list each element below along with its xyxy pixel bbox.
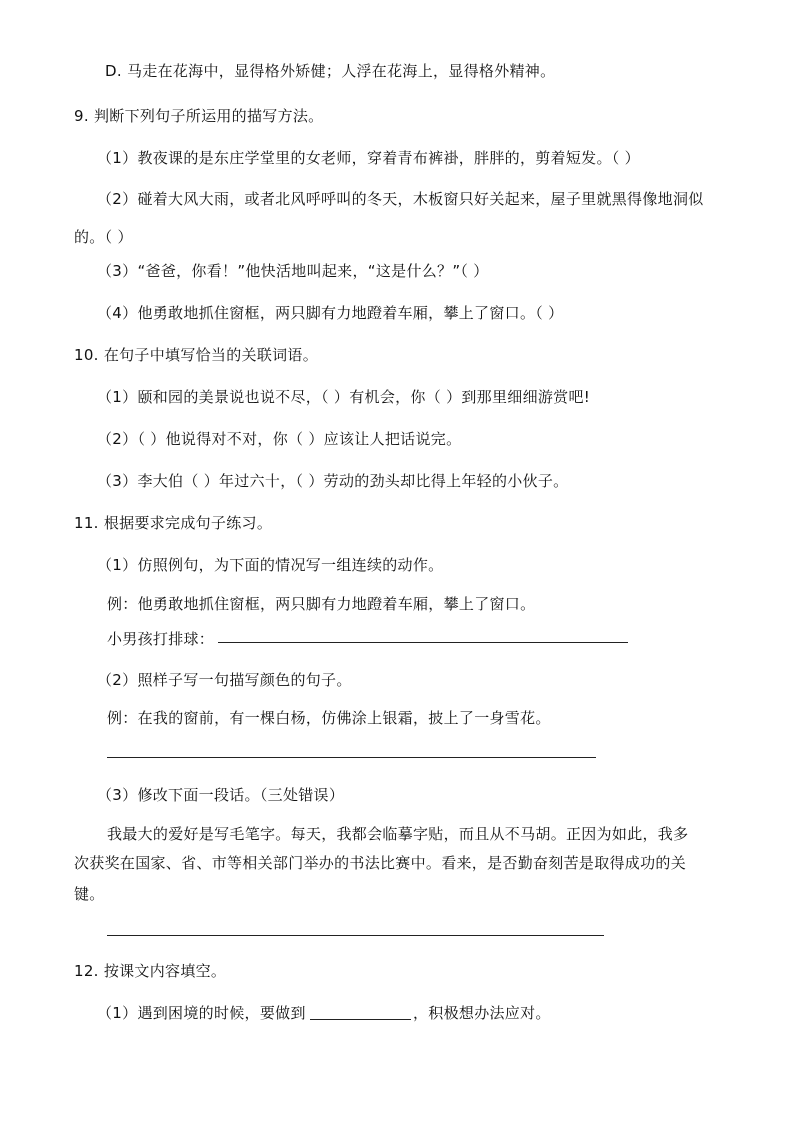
q9-item-2-line2: 的。（ ） (74, 228, 133, 246)
q11-item-3: （3）修改下面一段话。（三处错误） (97, 786, 345, 804)
q12-title: 12. 按课文内容填空。 (74, 962, 227, 980)
q10-item-2: （2）（ ）他说得对不对，你（ ）应该让人把话说完。 (97, 430, 462, 448)
q8-option-d: D. 马走在花海中，显得格外矫健；人浮在花海上，显得格外精神。 (105, 62, 556, 80)
q10-title: 10. 在句子中填写恰当的关联词语。 (74, 346, 319, 364)
q9-item-4: （4）他勇敢地抓住窗框，两只脚有力地蹬着车厢，攀上了窗口。（ ） (97, 304, 564, 322)
q12-item-1-text-before: （1）遇到困境的时候，要做到 (97, 1004, 306, 1022)
q11-item-3-paragraph-line2: 次获奖在国家、省、市等相关部门举办的书法比赛中。看来，是否勤奋刻苦是取得成功的关 (74, 854, 687, 872)
q11-item-3-paragraph-line3: 键。 (74, 885, 105, 903)
q11-item-1-example: 例：他勇敢地抓住窗框，两只脚有力地蹬着车厢，攀上了窗口。 (107, 595, 536, 613)
q9-item-2-line1: （2）碰着大风大雨，或者北风呼呼叫的冬天，木板窗只好关起来，屋子里就黑得像地洞似 (97, 190, 704, 208)
q9-title: 9. 判断下列句子所运用的描写方法。 (74, 107, 324, 125)
q11-item-1-prompt: 小男孩打排球： (107, 630, 215, 648)
q11-item-2-example: 例：在我的窗前，有一棵白杨，仿佛涂上银霜，披上了一身雪花。 (107, 709, 551, 727)
q11-item-3-paragraph-line1: 我最大的爱好是写毛笔字。每天，我都会临摹字贴，而且从不马胡。正因为如此，我多 (107, 825, 689, 843)
q10-item-1: （1）颐和园的美景说也说不尽，（ ）有机会，你（ ）到那里细细游赏吧! (97, 388, 591, 406)
q12-item-1-blank[interactable] (310, 1019, 411, 1020)
q12-item-1-text-after: ，积极想办法应对。 (413, 1004, 551, 1022)
q11-item-3-answer-line[interactable] (107, 935, 604, 936)
q11-item-1-answer-line[interactable] (218, 642, 628, 643)
q10-item-3: （3）李大伯（ ）年过六十，（ ）劳动的劲头却比得上年轻的小伙子。 (97, 472, 569, 490)
q9-item-3: （3）“爸爸，你看！”他快活地叫起来，“这是什么？”（ ） (97, 262, 489, 280)
q9-item-1: （1）教夜课的是东庄学堂里的女老师，穿着青布裤褂，胖胖的，剪着短发。（ ） (97, 149, 640, 167)
q11-item-2: （2）照样子写一句描写颜色的句子。 (97, 671, 352, 689)
q11-item-1: （1）仿照例句，为下面的情况写一组连续的动作。 (97, 556, 444, 574)
q11-title: 11. 根据要求完成句子练习。 (74, 514, 273, 532)
q11-item-2-answer-line[interactable] (107, 757, 596, 758)
